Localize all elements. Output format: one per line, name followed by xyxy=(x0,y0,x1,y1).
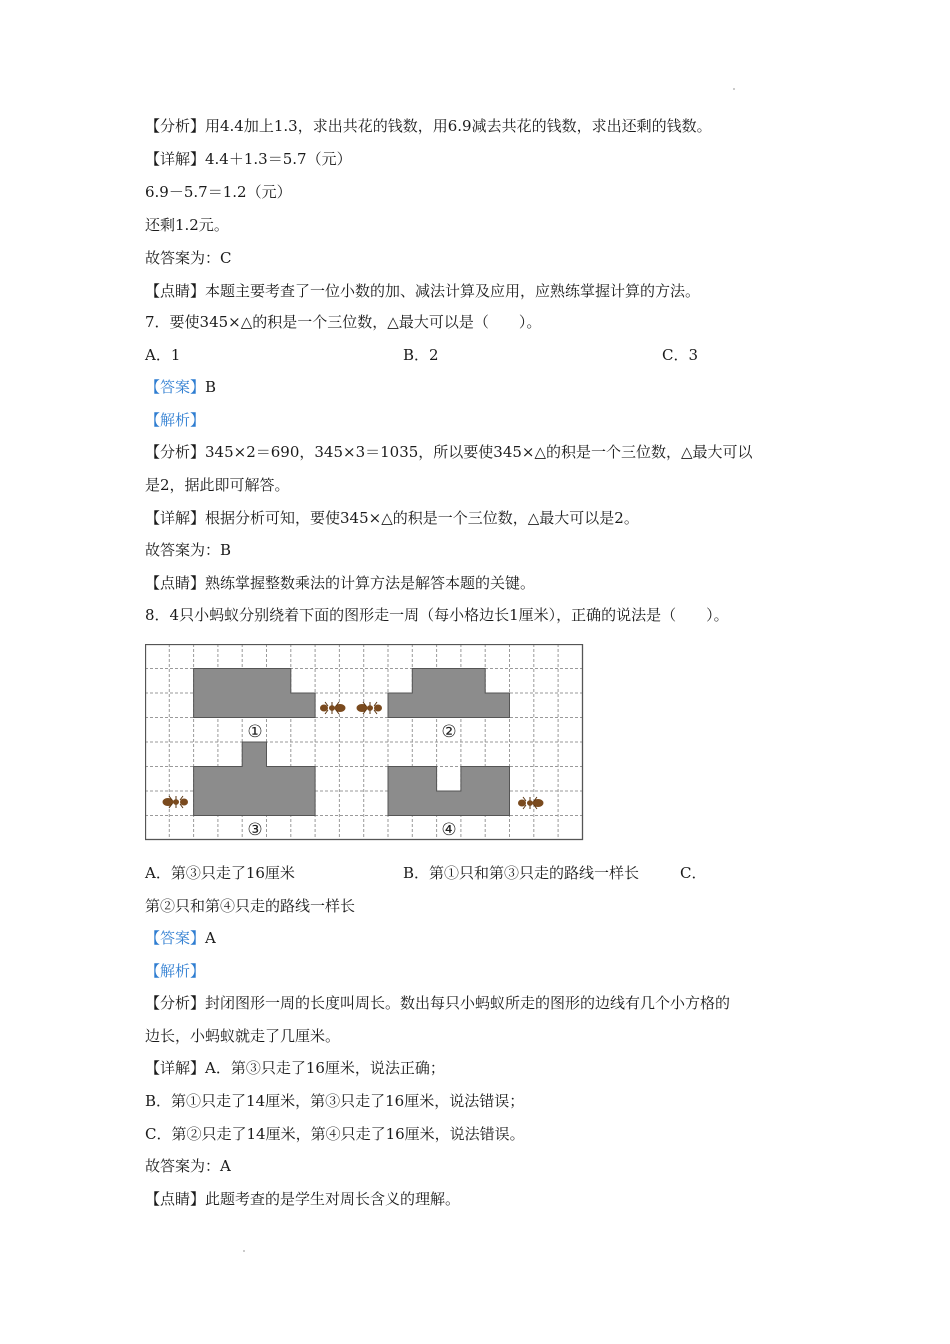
q8-jiexi-tag: 【解析】 xyxy=(145,962,206,980)
q8-detail-2: B．第①只走了14厘米，第③只走了16厘米，说法错误； xyxy=(145,1092,525,1110)
answer-value: B xyxy=(205,378,217,396)
answer-value: A xyxy=(205,929,216,947)
shape-label-2: ② xyxy=(441,722,457,742)
q6-calc: 6.9－5.7＝1.2（元） xyxy=(145,183,292,201)
shape-label-1: ① xyxy=(247,722,263,742)
q6-detail: 【详解】4.4＋1.3＝5.7（元） xyxy=(145,150,352,168)
q8-answer xyxy=(145,928,216,948)
q7-analysis-1: 【分析】345×2＝690，345×3＝1035，所以要使345×△的积是一个三位数，△最大可以 xyxy=(145,443,753,461)
answer-tag: 【答案】 xyxy=(145,929,206,947)
shape-4 xyxy=(388,767,510,816)
q8-option-c-text: 第②只和第④只走的路线一样长 xyxy=(145,897,356,915)
ant-4-icon xyxy=(518,797,544,809)
q8-option-c: C． xyxy=(680,864,707,882)
q7-comment: 【点睛】熟练掌握整数乘法的计算方法是解答本题的关键。 xyxy=(145,574,536,592)
q8-detail-1: 【详解】A．第③只走了16厘米，说法正确； xyxy=(145,1059,445,1077)
q6-remain: 还剩1.2元。 xyxy=(145,216,229,234)
shape-label-3: ③ xyxy=(247,820,263,840)
grid-figure xyxy=(145,644,585,842)
q7-answer xyxy=(145,377,216,397)
q7-question: 7．要使345×△的积是一个三位数，△最大可以是（ ）。 xyxy=(145,313,542,331)
answer-tag: 【答案】 xyxy=(145,378,206,396)
q8-comment: 【点睛】此题考查的是学生对周长含义的理解。 xyxy=(145,1190,461,1208)
ant-1-icon xyxy=(320,702,346,714)
q7-option-c: C．3 xyxy=(662,346,699,364)
shape-2 xyxy=(388,669,510,718)
ant-2-icon xyxy=(357,702,383,714)
q7-answer-line: 故答案为：B xyxy=(145,541,232,559)
q8-option-a: A．第③只走了16厘米 xyxy=(145,864,295,882)
ant-3-icon xyxy=(163,796,189,808)
q7-analysis-2: 是2，据此即可解答。 xyxy=(145,476,290,494)
q8-detail-3: C．第②只走了14厘米，第④只走了16厘米，说法错误。 xyxy=(145,1125,525,1143)
q6-comment: 【点睛】本题主要考查了一位小数的加、减法计算及应用，应熟练掌握计算的方法。 xyxy=(145,282,701,300)
q7-jiexi-tag: 【解析】 xyxy=(145,411,206,429)
q8-answer-line: 故答案为：A xyxy=(145,1157,231,1175)
q7-option-b: B．2 xyxy=(403,346,439,364)
shape-label-4: ④ xyxy=(441,820,457,840)
scan-speck xyxy=(243,1250,245,1252)
q6-answer-line: 故答案为：C xyxy=(145,249,232,267)
q8-analysis-1: 【分析】封闭图形一周的长度叫周长。数出每只小蚂蚁所走的图形的边线有几个小方格的 xyxy=(145,994,731,1012)
shape-1 xyxy=(194,669,316,718)
q8-analysis-2: 边长，小蚂蚁就走了几厘米。 xyxy=(145,1027,341,1045)
q8-option-b: B．第①只和第③只走的路线一样长 xyxy=(403,864,640,882)
shape-3 xyxy=(194,742,316,816)
scan-speck xyxy=(733,88,735,90)
q6-analysis: 【分析】用4.4加上1.3，求出共花的钱数，用6.9减去共花的钱数，求出还剩的钱数。 xyxy=(145,117,712,135)
q7-option-a: A．1 xyxy=(145,346,181,364)
q8-question: 8．4只小蚂蚁分别绕着下面的图形走一周（每小格边长1厘米），正确的说法是（ ）。 xyxy=(145,606,729,624)
q7-detail: 【详解】根据分析可知，要使345×△的积是一个三位数，△最大可以是2。 xyxy=(145,509,639,527)
